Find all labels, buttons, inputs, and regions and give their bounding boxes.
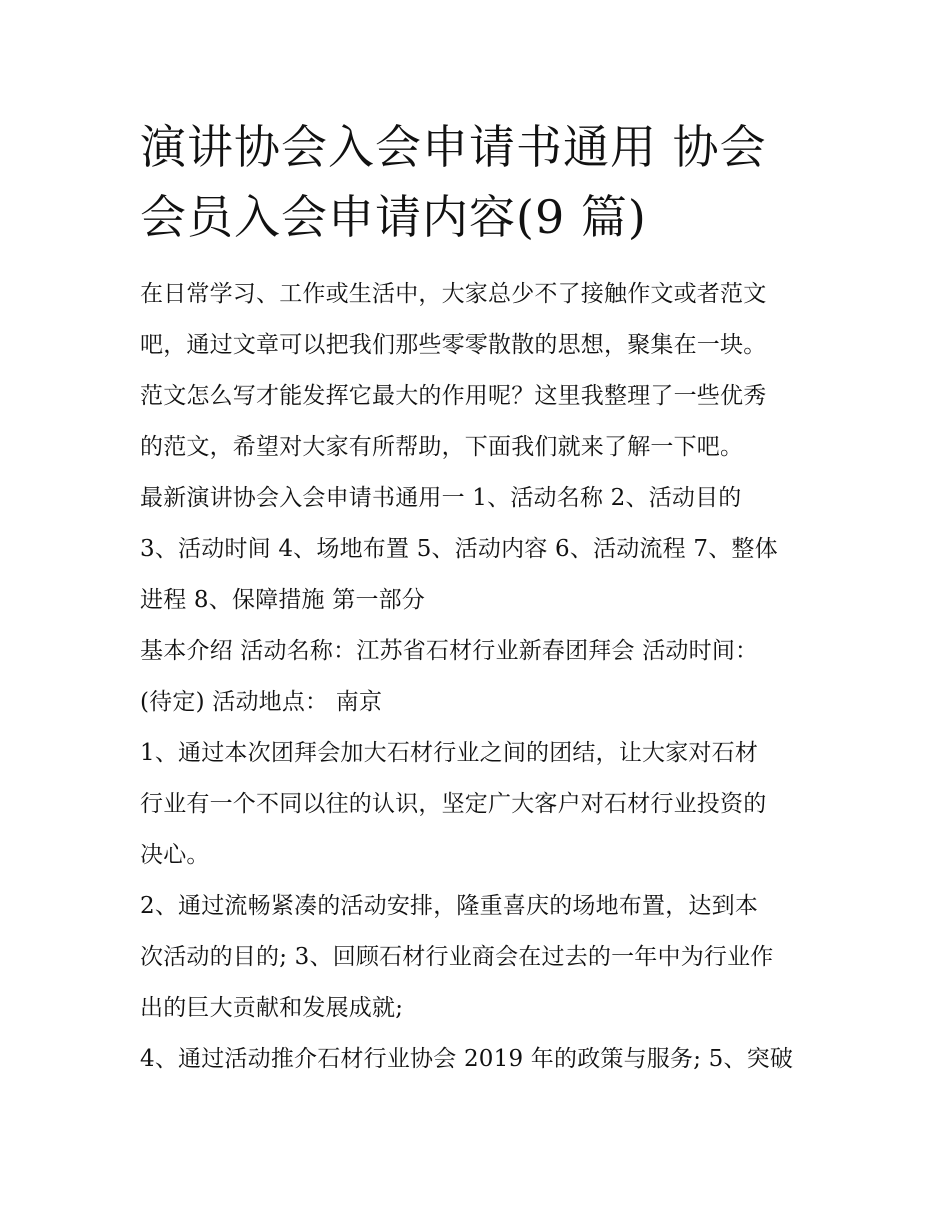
goal-paragraph-1: 1、通过本次团拜会加大石材行业之间的团结，让大家对石材 行业有一个不同以往的认识，坚定广大客户对石材行业投资的 决心。 bbox=[140, 740, 767, 868]
intro-paragraph: 在日常学习、工作或生活中，大家总少不了接触作文或者范文 吧，通过文章可以把我们那些零零散散的思想，聚集在一块。 范文怎么写才能发挥它最大的作用呢？这里我整理了一些优秀 的范文，希望对大家有所帮助，下面我们就来了解一下吧。 bbox=[140, 281, 767, 460]
basic-info-paragraph: 基本介绍 活动名称：江苏省石材行业新春团拜会 活动时间： (待定) 活动地点： 南京 bbox=[140, 638, 759, 715]
outline-paragraph: 最新演讲协会入会申请书通用一 1、活动名称 2、活动目的 3、活动时间 4、场地布置 5、活动内容 6、活动流程 7、整体 进程 8、保障措施 第一部分 bbox=[140, 485, 778, 613]
goal-paragraph-2: 2、通过流畅紧凑的活动安排，隆重喜庆的场地布置，达到本 次活动的目的; 3、回顾石材行业商会在过去的一年中为行业作 出的巨大贡献和发展成就; bbox=[140, 893, 774, 1021]
document-title: 演讲协会入会申请书通用 协会 会员入会申请内容(9 篇) bbox=[140, 120, 767, 244]
goal-paragraph-3: 4、通过活动推介石材行业协会 2019 年的政策与服务; 5、突破 bbox=[140, 1046, 794, 1072]
document-body bbox=[140, 112, 820, 1085]
